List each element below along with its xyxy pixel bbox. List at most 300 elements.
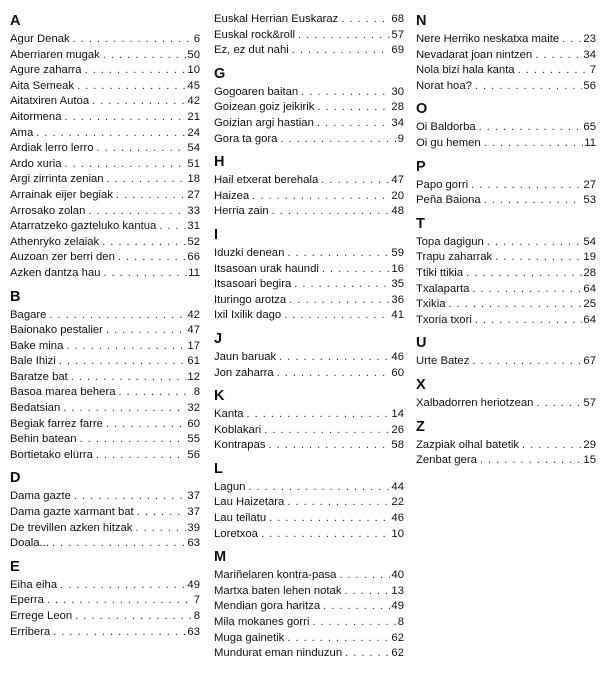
song-title: Basoa marea behera	[10, 386, 116, 399]
index-entry	[416, 178, 596, 194]
dot-leader	[77, 79, 186, 95]
dot-leader	[317, 100, 390, 116]
index-section	[416, 334, 596, 370]
dot-leader	[287, 495, 390, 511]
dot-leader	[269, 438, 391, 454]
index-section	[214, 330, 404, 381]
song-title: Nere Herriko neskatxa maite	[416, 33, 560, 45]
song-title: Euskal Herrian Euskaraz	[214, 13, 339, 25]
song-title: Arrainak eijer begiak	[10, 188, 113, 201]
page-number: 56	[187, 448, 200, 461]
page-number: 35	[391, 278, 404, 291]
dot-leader	[287, 246, 390, 262]
song-title: Txikia	[416, 298, 446, 311]
page-number: 49	[187, 578, 200, 591]
index-entry	[214, 277, 404, 293]
index-entry	[10, 110, 200, 126]
index-section	[416, 418, 596, 469]
song-title: Kontrapas	[214, 439, 266, 452]
song-title: Herria zain	[214, 205, 269, 218]
page-number: 42	[187, 95, 200, 108]
index-entry	[416, 120, 596, 136]
dot-leader	[53, 625, 186, 641]
dot-leader	[75, 609, 193, 625]
index-section	[10, 558, 200, 640]
index-entry	[416, 396, 596, 412]
page-number: 68	[391, 13, 404, 25]
dot-leader	[284, 308, 390, 324]
page-number: 12	[187, 370, 200, 383]
dot-leader	[106, 323, 186, 339]
page-number: 58	[391, 439, 404, 452]
index-entry	[10, 521, 200, 537]
dot-leader	[487, 235, 583, 251]
song-title: Lau Haizetara	[214, 496, 285, 509]
dot-leader	[475, 79, 583, 95]
song-title: Txoria txori	[416, 313, 472, 326]
song-title: Arrosako zolan	[10, 204, 86, 217]
dot-leader	[74, 489, 187, 505]
song-title: Oi Baldorba	[416, 121, 476, 134]
index-entry	[214, 85, 404, 101]
index-entry	[214, 350, 404, 366]
page-number: 44	[391, 480, 404, 493]
page-number: 13	[391, 584, 404, 597]
page-number: 66	[187, 251, 200, 264]
index-entry	[416, 250, 596, 266]
dot-leader	[116, 188, 186, 204]
page-number: 30	[391, 85, 404, 98]
page-number: 32	[187, 402, 200, 415]
song-title: Behin batean	[10, 433, 77, 446]
song-title: Gora ta gora	[214, 132, 278, 145]
page-number: 9	[397, 132, 404, 145]
page-number: 65	[583, 121, 596, 134]
index-entry	[10, 536, 200, 552]
song-title: Muga gainetik	[214, 631, 285, 644]
page-number: 39	[187, 521, 200, 534]
dot-leader	[252, 189, 390, 205]
song-title: Zenbat gera	[416, 454, 477, 467]
index-entry	[10, 308, 200, 324]
song-title: Jon zaharra	[214, 366, 274, 379]
index-entry	[214, 366, 404, 382]
page-number: 60	[187, 417, 200, 430]
index-entry	[416, 63, 596, 79]
page-number: 33	[187, 204, 200, 217]
dot-leader	[272, 204, 391, 220]
dot-leader	[466, 266, 582, 282]
page-number: 62	[391, 647, 404, 660]
page-number: 46	[391, 350, 404, 363]
song-title: Baionako pestalier	[10, 324, 103, 337]
index-entry	[214, 584, 404, 600]
index-entry	[214, 615, 404, 631]
dot-leader	[472, 354, 582, 370]
page-number: 15	[583, 454, 596, 467]
dot-leader	[106, 417, 186, 433]
index-section	[214, 12, 404, 59]
page-number: 37	[187, 506, 200, 519]
index-entry	[10, 32, 200, 48]
song-title: Baratze bat	[10, 370, 68, 383]
song-title: Azken dantza hau	[10, 266, 101, 279]
index-entry	[214, 438, 404, 454]
dot-leader	[159, 219, 186, 235]
page-number: 21	[187, 110, 200, 123]
index-entry	[416, 313, 596, 329]
song-title: Peña Baiona	[416, 194, 481, 207]
page-number: 8	[193, 610, 200, 622]
index-entry	[10, 79, 200, 95]
dot-leader	[341, 12, 390, 28]
page-number: 24	[187, 126, 200, 139]
index-section	[214, 387, 404, 454]
page-number: 41	[391, 309, 404, 322]
dot-leader	[522, 438, 582, 454]
index-section	[10, 12, 200, 282]
dot-leader	[312, 615, 396, 631]
page-number: 8	[193, 386, 200, 399]
dot-leader	[301, 85, 390, 101]
dot-leader	[345, 584, 391, 600]
index-entry	[416, 282, 596, 298]
index-entry	[416, 297, 596, 313]
song-title: Atarratzeko gazteluko kantua	[10, 220, 157, 233]
song-title: Bagare	[10, 308, 47, 321]
dot-leader	[484, 136, 584, 152]
index-column-1	[10, 12, 200, 689]
page-number: 10	[187, 64, 200, 77]
dot-leader	[475, 313, 583, 329]
dot-leader	[323, 599, 390, 615]
song-title: Bake mina	[10, 339, 64, 352]
index-entry	[214, 631, 404, 647]
song-title: Bale Ihizi	[10, 355, 56, 368]
song-title: Bortietako elürra	[10, 448, 93, 461]
index-entry	[214, 173, 404, 189]
page-number: 64	[583, 313, 596, 326]
index-entry	[10, 250, 200, 266]
index-entry	[214, 511, 404, 527]
song-title: Papo gorri	[416, 178, 469, 191]
index-entry	[10, 432, 200, 448]
index-entry	[10, 204, 200, 220]
page-number: 19	[583, 251, 596, 264]
index-section	[416, 376, 596, 412]
index-entry	[214, 423, 404, 439]
index-entry	[10, 354, 200, 370]
dot-leader	[52, 536, 186, 552]
song-title: Jaun baruak	[214, 350, 277, 363]
page-number: 27	[583, 178, 596, 191]
index-entry	[214, 189, 404, 205]
song-title: Ituringo arotza	[214, 293, 287, 306]
song-title: Zazpiak oihal batetik	[416, 438, 519, 451]
index-section	[416, 215, 596, 329]
dot-leader	[562, 32, 582, 48]
page-number: 60	[391, 366, 404, 379]
song-title: Urte Batez	[416, 355, 470, 368]
dot-leader	[96, 448, 187, 464]
page-number: 42	[187, 308, 200, 321]
index-entry	[214, 495, 404, 511]
dot-leader	[135, 521, 186, 537]
index-entry	[10, 126, 200, 142]
page-number: 8	[397, 616, 404, 629]
song-title: Goizean goiz jeikirik	[214, 101, 315, 114]
index-entry	[10, 48, 200, 64]
section-letter: B	[10, 288, 21, 305]
page-number: 57	[583, 396, 596, 409]
page-number: 36	[391, 293, 404, 306]
section-letter: O	[416, 101, 428, 118]
dot-leader	[73, 32, 193, 48]
song-title: Eperra	[10, 594, 44, 607]
index-entry	[10, 401, 200, 417]
dot-leader	[289, 293, 390, 309]
index-entry	[10, 323, 200, 339]
index-entry	[214, 12, 404, 28]
index-entry	[214, 293, 404, 309]
song-title: Ez, ez dut nahi	[214, 44, 289, 57]
index-entry	[214, 568, 404, 584]
song-title: Kanta	[214, 408, 244, 421]
song-title: Loretxoa	[214, 527, 258, 540]
dot-leader	[97, 141, 187, 157]
page-number: 28	[583, 266, 596, 279]
index-entry	[214, 646, 404, 662]
dot-leader	[66, 339, 186, 355]
page-number: 6	[193, 33, 200, 45]
index-entry	[10, 63, 200, 79]
dot-leader	[294, 277, 390, 293]
index-entry	[10, 157, 200, 173]
index-entry	[10, 625, 200, 641]
song-title: Agure zaharra	[10, 64, 82, 77]
index-entry	[10, 578, 200, 594]
page-number: 18	[187, 173, 200, 186]
song-title: Haizea	[214, 189, 250, 202]
page-number: 56	[583, 79, 596, 92]
section-letter: E	[10, 558, 20, 575]
page-number: 7	[193, 594, 200, 607]
song-title: Bedatsian	[10, 402, 61, 415]
page-number: 26	[391, 423, 404, 436]
dot-leader	[277, 366, 391, 382]
page-number: 47	[391, 174, 404, 187]
index-entry	[10, 172, 200, 188]
song-title: Koblakari	[214, 423, 262, 436]
index-entry	[10, 219, 200, 235]
page-number: 20	[391, 189, 404, 202]
dot-leader	[317, 116, 391, 132]
dot-leader	[345, 646, 390, 662]
page-number: 63	[187, 537, 200, 550]
page-number: 31	[187, 220, 200, 233]
song-title: Eiha eiha	[10, 578, 58, 591]
song-title: Oi gu hemen	[416, 136, 481, 149]
page-number: 62	[391, 631, 404, 644]
song-title: Aberriaren mugak	[10, 48, 100, 61]
index-section	[10, 469, 200, 551]
dot-leader	[536, 396, 582, 412]
index-entry	[214, 204, 404, 220]
index-entry	[10, 339, 200, 355]
song-title: Nola bizi hala kanta	[416, 64, 515, 77]
page-number: 7	[589, 64, 596, 77]
index-section	[416, 100, 596, 151]
section-letter: X	[416, 376, 426, 393]
page-number: 54	[583, 235, 596, 248]
dot-leader	[322, 262, 391, 278]
index-entry	[10, 94, 200, 110]
index-entry	[10, 505, 200, 521]
dot-leader	[518, 63, 589, 79]
index-entry	[416, 235, 596, 251]
dot-leader	[480, 453, 583, 469]
song-title: Mundurat eman ninduzun	[214, 647, 343, 660]
song-title: Xalbadorren heriotzean	[416, 396, 534, 409]
page-number: 16	[391, 262, 404, 275]
index-entry	[214, 480, 404, 496]
song-title: Lagun	[214, 480, 246, 493]
song-title: Ixil Ixilik dago	[214, 309, 282, 322]
song-title: Auzoan zer berri den	[10, 251, 115, 264]
page-number: 54	[187, 142, 200, 155]
page-number: 48	[391, 205, 404, 218]
page-number: 57	[391, 28, 404, 41]
page-number: 34	[583, 48, 596, 61]
song-title: Doala...	[10, 537, 49, 550]
index-entry	[416, 193, 596, 209]
section-letter: G	[214, 65, 226, 82]
page-number: 46	[391, 512, 404, 525]
section-letter: A	[10, 13, 21, 29]
dot-leader	[103, 266, 187, 282]
dot-leader	[63, 401, 186, 417]
index-entry	[10, 188, 200, 204]
page-number: 49	[391, 600, 404, 613]
dot-leader	[479, 120, 583, 136]
index-section	[214, 548, 404, 662]
index-entry	[416, 354, 596, 370]
page-number: 28	[391, 101, 404, 114]
page-number: 34	[391, 116, 404, 129]
dot-leader	[287, 631, 390, 647]
song-title: Errege Leon	[10, 610, 73, 622]
index-entry	[10, 266, 200, 282]
index-entry	[416, 79, 596, 95]
song-title: Athenryko zelaiak	[10, 235, 100, 248]
song-title: Ardiak lerro lerro	[10, 142, 94, 155]
song-title: Hail etxerat berehala	[214, 174, 319, 187]
page-number: 69	[391, 44, 404, 57]
song-title: Nevadarat joan nintzen	[416, 48, 533, 61]
page-number: 14	[391, 408, 404, 421]
page-number: 50	[187, 48, 200, 61]
page-number: 17	[187, 339, 200, 352]
index-section	[10, 288, 200, 464]
page-number: 52	[187, 235, 200, 248]
dot-leader	[248, 480, 390, 496]
song-title: Mendian gora haritza	[214, 600, 321, 613]
index-section	[214, 226, 404, 324]
song-title: Topa dagigun	[416, 235, 484, 248]
index-entry	[10, 417, 200, 433]
song-title: Trapu zaharrak	[416, 251, 493, 264]
song-title: Aita Semeak	[10, 79, 75, 92]
index-entry	[416, 48, 596, 64]
section-letter: P	[416, 158, 426, 175]
song-title: Mariñelaren kontra-pasa	[214, 569, 337, 582]
song-title: Dama gazte	[10, 490, 71, 503]
dot-leader	[535, 48, 582, 64]
page-number: 63	[187, 625, 200, 638]
page-number: 37	[187, 490, 200, 503]
index-section	[214, 65, 404, 147]
section-letter: K	[214, 388, 225, 405]
index-entry	[214, 28, 404, 44]
section-letter: L	[214, 460, 223, 477]
dot-leader	[71, 370, 187, 386]
song-title: Itsasoan urak haundi	[214, 262, 319, 275]
index-entry	[416, 136, 596, 152]
index-entry	[10, 141, 200, 157]
song-title: Lau teilatu	[214, 512, 267, 525]
index-entry	[10, 593, 200, 609]
index-entry	[10, 370, 200, 386]
song-title: Iduzki denean	[214, 246, 285, 259]
section-letter: N	[416, 13, 427, 29]
page-number: 11	[584, 136, 596, 149]
index-entry	[10, 609, 200, 625]
song-title: Dama gazte xarmant bat	[10, 506, 134, 519]
song-title: Argi zirrinta zenian	[10, 173, 104, 186]
song-title: Euskal rock&roll	[214, 28, 295, 41]
dot-leader	[88, 204, 186, 220]
page-number: 53	[583, 194, 596, 207]
page-number: 61	[187, 355, 200, 368]
page-number: 22	[391, 496, 404, 509]
dot-leader	[471, 178, 582, 194]
page-number: 11	[188, 266, 200, 279]
index-entry	[10, 489, 200, 505]
dot-leader	[49, 308, 186, 324]
index-entry	[416, 32, 596, 48]
song-title: Itsasoari begira	[214, 278, 292, 291]
index-section	[214, 153, 404, 220]
dot-leader	[65, 110, 187, 126]
dot-leader	[472, 282, 582, 298]
dot-leader	[118, 250, 187, 266]
song-title: Ardo xuria	[10, 157, 62, 170]
dot-leader	[85, 63, 187, 79]
dot-leader	[92, 94, 186, 110]
page-number: 40	[391, 569, 404, 582]
song-title: De trevillen azken hitzak	[10, 521, 133, 534]
page-number: 10	[391, 527, 404, 540]
index-entry	[214, 527, 404, 543]
page-number: 55	[187, 433, 200, 446]
dot-leader	[484, 193, 583, 209]
page-number: 23	[583, 33, 596, 45]
index-section	[416, 12, 596, 94]
page-number: 29	[583, 438, 596, 451]
index-entry	[214, 100, 404, 116]
dot-leader	[103, 48, 187, 64]
page-number: 51	[187, 157, 200, 170]
